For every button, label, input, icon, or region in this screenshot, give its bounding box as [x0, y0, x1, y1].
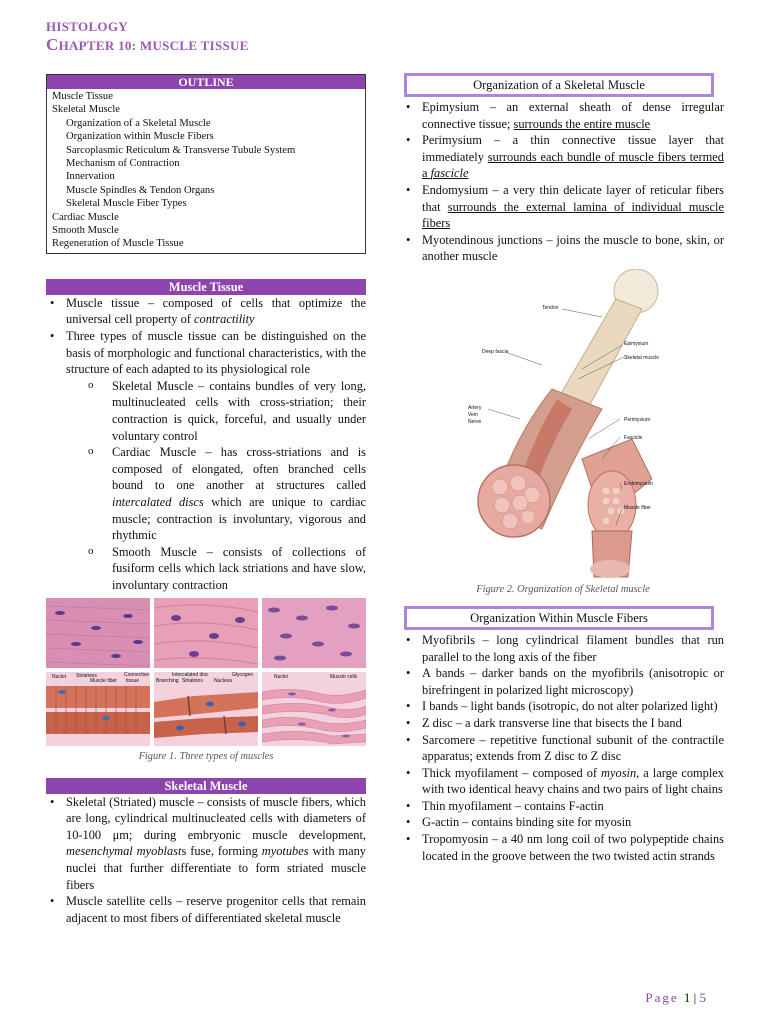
- term: myotubes: [261, 844, 309, 859]
- term: fascicle: [430, 166, 469, 181]
- label-fascicle: Fascicle: [624, 434, 643, 441]
- skeletal-muscle-list: [46, 794, 366, 927]
- outline-box: [46, 74, 366, 254]
- text: Sarcomere – repetitive functional subunit of the contractile apparatus; extends from Z disc to Z disc: [422, 732, 724, 764]
- text: Perimysium – a thin connective tissue layer that immediately: [422, 133, 724, 164]
- label-branching: Branching: [156, 677, 179, 684]
- section-header-organization-skeletal: Organization of a Skeletal Muscle: [404, 73, 714, 97]
- outline-item: Muscle Spindles & Tendon Organs: [66, 184, 215, 196]
- term: contractility: [194, 312, 255, 327]
- label-tissue: tissue: [126, 677, 140, 684]
- right-column: [402, 73, 724, 864]
- chapter-topic: MUSCLE TISSUE: [139, 38, 249, 53]
- outline-item: Innervation: [66, 171, 115, 183]
- outline-item: Cardiac Muscle: [52, 211, 119, 223]
- page-word: Page: [645, 990, 679, 1005]
- chapter-prefix: C: [46, 35, 59, 54]
- text: Endomysium – a very thin delicate layer of reticular fibers that: [422, 182, 724, 214]
- list-item: [402, 632, 724, 665]
- cardiac-diagram: [154, 672, 258, 746]
- page-current: 1: [683, 990, 691, 1005]
- chapter-rest: HAPTER 10:: [58, 38, 140, 53]
- outline-item: Regeneration of Muscle Tissue: [52, 238, 184, 250]
- underlined-text: surrounds each bundle of muscle fibers termed a: [422, 149, 724, 181]
- list-item: [46, 295, 366, 328]
- label-muscle-cells: Muscle cells: [330, 673, 358, 680]
- label-deep-fascia: Deep fascia: [482, 348, 509, 355]
- figure-2: [402, 269, 724, 599]
- text: Muscle tissue – composed of cells that optimize the universal cell property of: [66, 295, 366, 327]
- smooth-diagram-image: [262, 672, 366, 746]
- muscle-types-list: [88, 378, 366, 594]
- outline-item: Organization of a Skeletal Muscle: [66, 117, 211, 129]
- text: Thin myofilament – contains F-actin: [422, 798, 604, 813]
- list-item: [402, 182, 724, 232]
- label-nuclei: Nuclei: [274, 673, 288, 680]
- label-striations: Striations: [182, 677, 203, 684]
- label-nuclei: Nuclei: [52, 673, 66, 680]
- label-connective: Connective: [124, 671, 150, 678]
- outline-item: Skeletal Muscle Fiber Types: [66, 198, 187, 210]
- smooth-diagram: [262, 672, 366, 746]
- outline-item: Sarcoplasmic Reticulum & Transverse Tubule System: [66, 144, 296, 156]
- text: a large complex with two identical heavy chains and two pairs of light chains: [422, 765, 724, 797]
- text: Myofibrils – long cylindrical filament bundles that run parallel to the long axis of the fiber: [422, 632, 724, 664]
- label-endomysium: Endomysium: [624, 480, 653, 487]
- skeletal-micrograph-image: [46, 598, 150, 668]
- outline-list: [47, 89, 365, 253]
- list-item: [402, 232, 724, 265]
- list-item: [402, 715, 724, 732]
- label-muscle-fiber: Muscle fiber: [90, 677, 117, 684]
- skeletal-diagram: [46, 672, 150, 746]
- list-item: [88, 378, 366, 444]
- outline-item: Mechanism of Contraction: [66, 158, 180, 170]
- text: with many nuclei that further differentiate to form striated muscle fibers: [66, 844, 366, 892]
- outline-item: Organization within Muscle Fibers: [66, 131, 214, 143]
- page-separator: |: [690, 990, 700, 1005]
- list-item: [402, 99, 724, 132]
- label-nucleus: Nucleus: [214, 677, 233, 684]
- figure-1-caption: Figure 1. Three types of muscles: [138, 750, 274, 762]
- text: Z disc – a dark transverse line that bisects the I band: [422, 715, 682, 730]
- smooth-micrograph-image: [262, 598, 366, 668]
- underlined-text: surrounds the entire muscle: [513, 116, 651, 131]
- cardiac-micrograph-image: [154, 598, 258, 668]
- section-header-organization-fibers: Organization Within Muscle Fibers: [404, 606, 714, 630]
- label-perimysium: Perimysium: [624, 416, 651, 423]
- text: Three types of muscle tissue can be distinguished on the basis of morphologic and functional characteristics, with the structure of each adapted to its physiological role: [66, 329, 366, 377]
- list-item: [402, 814, 724, 831]
- page-number: [645, 990, 708, 1007]
- text: Skeletal Muscle – contains bundles of very long, multinucleated cells with cross-striation; their contraction is quick, forceful, and usually under voluntary control: [112, 378, 366, 443]
- skeletal-muscle-organization-image: [402, 269, 724, 581]
- list-item: [402, 132, 724, 182]
- organization-skeletal-list: [402, 99, 724, 265]
- text: which are unique to cardiac muscle; contraction is involuntary, vigorous and rhythmic: [112, 495, 366, 543]
- list-item: [402, 798, 724, 815]
- label-glycogen: Glycogen: [232, 671, 254, 678]
- label-vein: Vein: [468, 411, 478, 418]
- list-item: [402, 665, 724, 698]
- text: Epimysium – an external sheath of dense irregular connective tissue;: [422, 100, 724, 131]
- term: mesenchymal myoblast: [66, 844, 182, 859]
- list-item: [88, 444, 366, 544]
- label-nerve: Nerve: [468, 418, 482, 425]
- list-item: [46, 794, 366, 894]
- outline-item: Skeletal Muscle: [52, 104, 120, 116]
- label-tendon: Tendon: [542, 304, 559, 311]
- section-header-skeletal-muscle: Skeletal Muscle: [46, 778, 366, 794]
- text: Smooth Muscle – consists of collections of fusiform cells which lack striations and have slow, involuntary contraction: [112, 544, 366, 592]
- figure-2-caption: Figure 2. Organization of Skeletal muscle: [476, 583, 650, 595]
- label-intercalated-disc: Intercalated disc: [172, 671, 209, 678]
- label-artery: Artery: [468, 404, 482, 411]
- term: myosin,: [601, 765, 640, 780]
- header-subject: HISTOLOGY: [46, 19, 128, 34]
- outline-item: Muscle Tissue: [52, 91, 113, 102]
- list-item: [402, 831, 724, 864]
- label-skeletal-muscle: Skeletal muscle: [624, 354, 660, 361]
- muscle-tissue-list: [46, 295, 366, 594]
- outline-title: OUTLINE: [47, 75, 365, 89]
- text: A bands – darker bands on the myofibrils (anisotropic or birefringent in polarized light microscopy): [422, 666, 724, 697]
- term: intercalated discs: [112, 495, 204, 509]
- text: I bands – light bands (isotropic, do not alter polarized light): [422, 699, 718, 714]
- left-column: [46, 74, 366, 926]
- page-total: 5: [699, 990, 708, 1005]
- list-item: [402, 732, 724, 765]
- text: Myotendinous junctions – joins the muscle to bone, skin, or another muscle: [422, 232, 724, 264]
- section-header-muscle-tissue: Muscle Tissue: [46, 279, 366, 295]
- list-item: [46, 893, 366, 926]
- list-item: [46, 328, 366, 594]
- organization-fibers-list: [402, 632, 724, 864]
- text: Cardiac Muscle – has cross-striations and is composed of elongated, often branched cells bound to one another at structures called: [112, 445, 366, 493]
- figure-1-micrographs: [46, 598, 366, 766]
- text: Tropomyosin – a 40 nm long coil of two polypeptide chains located in the groove between the two twisted actin strands: [422, 832, 724, 863]
- outline-item: Smooth Muscle: [52, 225, 119, 237]
- chapter-title: [46, 37, 249, 55]
- list-item: [402, 765, 724, 798]
- text: G-actin – contains binding site for myosin: [422, 815, 632, 830]
- text: Skeletal (Striated) muscle – consists of muscle fibers, which are long, cylindrical multinucleated cells with diameters of 10-100 μm; during embryonic muscle development,: [66, 794, 366, 842]
- text: Muscle satellite cells – reserve progenitor cells that remain adjacent to most fibers of differentiated skeletal muscle: [66, 894, 366, 925]
- text: Thick myofilament – composed of: [422, 765, 602, 780]
- label-muscle-fiber: Muscle fiber: [624, 504, 651, 511]
- text: s fuse, forming: [181, 844, 262, 859]
- underlined-text: surrounds the external lamina of individual muscle fibers: [422, 199, 724, 231]
- list-item: [402, 698, 724, 715]
- list-item: [88, 544, 366, 594]
- label-epimysium: Epimysium: [624, 340, 649, 347]
- label-striations: Striations: [76, 672, 97, 679]
